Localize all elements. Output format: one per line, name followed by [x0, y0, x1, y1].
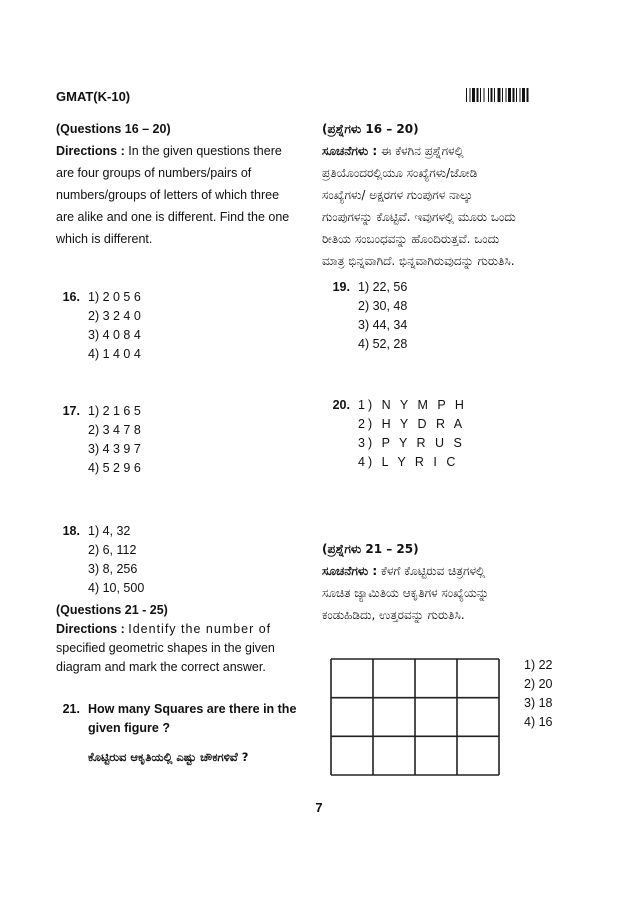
directions-text: ಮಾತ್ರ ಭಿನ್ನವಾಗಿದೆ. ಭಿನ್ನವಾಗಿರುವುದನ್ನು ಗುರುತಿಸಿ. [322, 254, 515, 268]
directions-text: ಗುಂಪುಗಳನ್ನು ಕೊಟ್ಟಿವೆ. ಇವುಗಳಲ್ಲಿ ಮೂರು ಒಂದು [322, 210, 516, 224]
directions-text: ಕಂಡುಹಿಡಿದು, ಉತ್ತರವನ್ನು ಗುರುತಿಸಿ. [322, 608, 465, 622]
directions-text: In the given questions there [128, 144, 282, 158]
question-text: How many Squares are there in the [88, 702, 297, 716]
option-2[interactable]: 2) 6, 112 [88, 543, 137, 557]
directions-text: ಪ್ರತಿಯೊಂದರಲ್ಲಿಯೂ ಸಂಖ್ಯೆಗಳು/ಜೋಡಿ [322, 166, 478, 180]
question-number: 18. [62, 524, 80, 538]
option-1[interactable]: 1) 22, 56 [358, 280, 408, 294]
option-3[interactable]: 3) 44, 34 [358, 318, 408, 332]
directions-text: specified geometric shapes in the given [56, 641, 275, 655]
option-1[interactable]: 1) 22 [524, 658, 553, 672]
option-4[interactable]: 4) L Y R I C [358, 455, 459, 469]
directions-text: are four groups of numbers/pairs of [56, 166, 252, 180]
option-4[interactable]: 4) 5 2 9 6 [88, 461, 141, 475]
instructions-english-21-25 [56, 601, 314, 677]
option-2[interactable]: 2) H Y D R A [358, 417, 466, 431]
question-number: 19. [332, 280, 350, 294]
option-3[interactable]: 3) 8, 256 [88, 562, 138, 576]
option-2[interactable]: 2) 3 4 7 8 [88, 423, 141, 437]
directions-text: which is different. [56, 232, 153, 246]
barcode-image [466, 88, 570, 102]
section-heading: (Questions 21 - 25) [56, 603, 168, 617]
option-2[interactable]: 2) 20 [524, 677, 553, 691]
option-1[interactable]: 1) 4, 32 [88, 524, 131, 538]
directions-text: ಕೆಳಗೆ ಕೊಟ್ಟಿರುವ ಚಿತ್ರಗಳಲ್ಲಿ [381, 564, 486, 578]
section-heading: (ಪ್ರಶ್ನೆಗಳು 16 – 20) [322, 122, 419, 136]
option-2[interactable]: 2) 3 2 4 0 [88, 309, 141, 323]
directions-text: numbers/groups of letters of which three [56, 188, 280, 202]
question-text: given figure ? [88, 721, 170, 735]
directions-label: ಸೂಚನೆಗಳು : [322, 144, 378, 158]
option-4[interactable]: 4) 16 [524, 715, 553, 729]
directions-label: Directions : [56, 144, 125, 158]
directions-text: are alike and one is different. Find the one [56, 210, 290, 224]
square-grid-figure [330, 658, 500, 776]
option-1[interactable]: 1) 2 1 6 5 [88, 404, 141, 418]
question-number: 16. [62, 290, 80, 304]
option-1[interactable]: 1) N Y M P H [358, 398, 467, 412]
option-4[interactable]: 4) 52, 28 [358, 337, 408, 351]
instructions-kannada-21-25 [322, 538, 582, 626]
option-3[interactable]: 3) 4 0 8 4 [88, 328, 141, 342]
directions-text: ಸಂಖ್ಯೆಗಳು/ ಅಕ್ಷರಗಳ ಗುಂಪುಗಳ ನಾಲ್ಕು [322, 188, 473, 202]
section-heading: (Questions 16 – 20) [56, 122, 171, 136]
instructions-kannada-16-20 [322, 118, 582, 272]
option-3[interactable]: 3) P Y R U S [358, 436, 465, 450]
question-number: 21. [62, 702, 80, 716]
exam-code: GMAT(K-10) [56, 89, 131, 104]
option-4[interactable]: 4) 10, 500 [88, 581, 145, 595]
question-text-kannada: ಕೊಟ್ಟಿರುವ ಆಕೃತಿಯಲ್ಲಿ ಎಷ್ಟು ಚೌಕಗಳಿವೆ ? [88, 750, 249, 764]
directions-text: Identify the number of [128, 622, 272, 636]
option-3[interactable]: 3) 4 3 9 7 [88, 442, 141, 456]
directions-text: diagram and mark the correct answer. [56, 660, 266, 674]
directions-text: ರೀತಿಯ ಸಂಬಂಧವನ್ನು ಹೊಂದಿರುತ್ತವೆ. ಒಂದು [322, 232, 500, 246]
section-heading: (ಪ್ರಶ್ನೆಗಳು 21 – 25) [322, 542, 419, 556]
page-number: 7 [315, 800, 323, 815]
directions-text: ಈ ಕೆಳಗಿನ ಪ್ರಶ್ನೆಗಳಲ್ಲಿ [381, 144, 464, 158]
option-1[interactable]: 1) 2 0 5 6 [88, 290, 141, 304]
directions-label: ಸೂಚನೆಗಳು : [322, 564, 378, 578]
directions-label: Directions : [56, 622, 125, 636]
instructions-english-16-20 [56, 118, 306, 250]
option-2[interactable]: 2) 30, 48 [358, 299, 408, 313]
option-3[interactable]: 3) 18 [524, 696, 553, 710]
option-4[interactable]: 4) 1 4 0 4 [88, 347, 141, 361]
question-number: 17. [62, 404, 80, 418]
question-number: 20. [332, 398, 350, 412]
question-21-options [524, 656, 553, 732]
directions-text: ಸೂಚಿತ ಜ್ಯಾಮಿತಿಯ ಆಕೃತಿಗಳ ಸಂಖ್ಯೆಯನ್ನು [322, 586, 489, 600]
